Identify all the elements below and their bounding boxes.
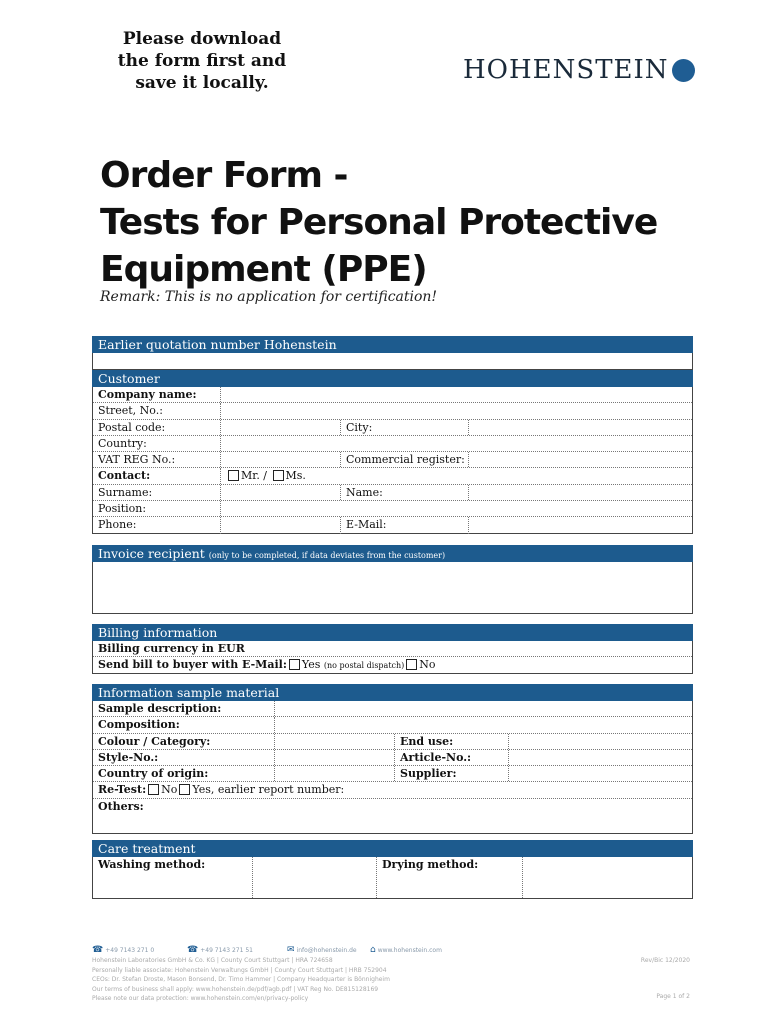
no-checkbox[interactable] <box>406 659 417 670</box>
yes-note: (no postal dispatch) <box>323 661 405 671</box>
table-row <box>93 766 692 782</box>
section-header-billing <box>92 624 693 641</box>
table-row <box>93 501 692 517</box>
footer-line: Our terms of business shall apply: www.hohenstein.de/pdf/agb.pdf | VAT Reg No. DE815128169 <box>92 985 379 993</box>
table-row <box>93 436 692 452</box>
footer-email[interactable] <box>287 946 370 956</box>
footer-web[interactable] <box>370 946 442 956</box>
section-title: Customer <box>98 371 160 386</box>
origin-label: Country of origin: <box>93 766 275 781</box>
section-header-sample <box>92 684 693 701</box>
phone-icon: ☎ <box>92 945 104 956</box>
company-label: Company name: <box>93 387 221 402</box>
revision-number: Rev/Bic 12/2020 <box>640 957 690 964</box>
title-line: Tests for Personal Protective <box>100 202 658 243</box>
country-label: Country: <box>93 436 221 451</box>
home-icon: ⌂ <box>370 945 376 956</box>
section-header-quotation <box>92 336 693 353</box>
end-use-label: End use: <box>395 734 509 749</box>
mail-icon: ✉ <box>287 945 295 956</box>
colour-field[interactable] <box>275 734 395 749</box>
contact-label: Contact: <box>93 468 221 483</box>
care-table <box>92 857 693 899</box>
supplier-field[interactable] <box>509 766 692 781</box>
retest-yes-label: Yes, earlier report number: <box>192 783 345 797</box>
footer-phone <box>92 946 187 956</box>
table-row <box>93 485 692 501</box>
sample-table <box>92 701 693 834</box>
footer-web-text: www.hohenstein.com <box>377 947 442 955</box>
footer-contacts <box>92 946 693 956</box>
city-field[interactable] <box>469 420 692 435</box>
section-title: Billing information <box>98 625 218 640</box>
commercial-register-label: Commercial register: <box>341 452 469 467</box>
postal-label: Postal code: <box>93 420 221 435</box>
yes-checkbox[interactable] <box>289 659 300 670</box>
page-number: Page 1 of 2 <box>656 993 690 1000</box>
table-row <box>93 717 692 733</box>
send-bill-label: Send bill to buyer with E-Mail: <box>98 658 287 672</box>
section-title: Care treatment <box>98 841 196 856</box>
others-field[interactable] <box>93 799 692 833</box>
others-label: Others: <box>98 799 144 813</box>
style-field[interactable] <box>275 750 395 765</box>
download-note-line: save it locally. <box>135 73 269 93</box>
table-row <box>93 468 692 484</box>
footer-email-text: info@hohenstein.de <box>296 947 357 955</box>
footer-line: CEOs: Dr. Stefan Droste, Mason Bonsend, Dr. Timo Hammer | Company Headquarter is Bönnigheim <box>92 976 390 983</box>
table-row <box>93 641 692 657</box>
fax-icon: ☎ <box>187 945 199 956</box>
origin-field[interactable] <box>275 766 395 781</box>
title-line: Equipment (PPE) <box>100 249 427 290</box>
vat-field[interactable] <box>221 452 341 467</box>
drying-label: Drying method: <box>377 857 523 898</box>
table-row <box>93 517 692 533</box>
invoice-recipient-field[interactable] <box>92 562 693 614</box>
section-header-invoice <box>92 545 693 562</box>
retest-label: Re-Test: <box>98 783 147 797</box>
email-label: E-Mail: <box>341 517 469 533</box>
logo-text: HOHENSTEIN <box>463 55 669 85</box>
hohenstein-logo <box>463 55 695 85</box>
billing-currency: Billing currency in EUR <box>98 642 245 655</box>
name-label: Name: <box>341 485 469 500</box>
table-row <box>93 452 692 468</box>
contact-salutation <box>221 468 692 483</box>
colour-label: Colour / Category: <box>93 734 275 749</box>
customer-table <box>92 387 693 534</box>
table-row <box>93 799 692 833</box>
footer-fax-text: +49 7143 271 51 <box>200 947 253 955</box>
download-note-line: the form first and <box>117 51 287 71</box>
download-note-line: Please download <box>122 29 282 49</box>
washing-field[interactable] <box>253 857 377 898</box>
table-row <box>93 857 692 898</box>
footer-line: Hohenstein Laboratories GmbH & Co. KG | County Court Stuttgart | HRA 724658 <box>92 957 333 964</box>
country-field[interactable] <box>221 436 692 451</box>
table-row <box>93 750 692 766</box>
mr-checkbox[interactable] <box>228 470 239 481</box>
footer <box>92 946 693 1004</box>
table-row <box>93 420 692 436</box>
postal-field[interactable] <box>221 420 341 435</box>
article-field[interactable] <box>509 750 692 765</box>
section-title: Invoice recipient <box>98 546 205 561</box>
sample-description-field[interactable] <box>275 701 692 716</box>
table-row <box>93 734 692 750</box>
commercial-register-field[interactable] <box>469 452 692 467</box>
send-bill-row <box>93 657 692 673</box>
remark: Remark: This is no application for certification! <box>100 289 438 305</box>
phone-label: Phone: <box>93 517 221 533</box>
section-subtitle: (only to be completed, if data deviates from the customer) <box>208 551 446 560</box>
yes-label: Yes <box>301 658 321 672</box>
supplier-label: Supplier: <box>395 766 509 781</box>
article-label: Article-No.: <box>395 750 509 765</box>
no-label: No <box>419 658 436 672</box>
logo-dot-icon <box>672 59 695 82</box>
ms-checkbox[interactable] <box>273 470 284 481</box>
section-title: Earlier quotation number Hohenstein <box>98 337 337 352</box>
quotation-number-field[interactable] <box>92 353 693 370</box>
company-field[interactable] <box>221 387 692 402</box>
position-field[interactable] <box>221 501 692 516</box>
ms-label: Ms. <box>285 469 306 483</box>
billing-table <box>92 641 693 674</box>
washing-label: Washing method: <box>93 857 253 898</box>
sample-description-label: Sample description: <box>93 701 275 716</box>
retest-yes-checkbox[interactable] <box>179 784 190 795</box>
retest-no-checkbox[interactable] <box>148 784 159 795</box>
table-row <box>93 387 692 403</box>
section-header-care <box>92 840 693 857</box>
end-use-field[interactable] <box>509 734 692 749</box>
surname-field[interactable] <box>221 485 341 500</box>
table-row <box>93 782 692 798</box>
footer-fax <box>187 946 287 956</box>
footer-phone-text: +49 7143 271 0 <box>105 947 155 955</box>
street-label: Street, No.: <box>93 403 221 418</box>
street-field[interactable] <box>221 403 692 418</box>
email-field[interactable] <box>469 517 692 533</box>
table-row <box>93 403 692 419</box>
download-note <box>112 28 292 94</box>
footer-line: Please note our data protection: www.hohenstein.com/en/privacy-policy <box>92 995 309 1002</box>
composition-label: Composition: <box>93 717 275 732</box>
mr-label: Mr. / <box>241 469 268 483</box>
page-title <box>100 152 700 293</box>
position-label: Position: <box>93 501 221 516</box>
title-line: Order Form - <box>100 155 348 196</box>
composition-field[interactable] <box>275 717 692 732</box>
retest-row <box>93 782 692 797</box>
surname-label: Surname: <box>93 485 221 500</box>
style-label: Style-No.: <box>93 750 275 765</box>
phone-field[interactable] <box>221 517 341 533</box>
section-title: Information sample material <box>98 685 280 700</box>
vat-label: VAT REG No.: <box>93 452 221 467</box>
section-header-customer <box>92 370 693 387</box>
retest-no-label: No <box>161 783 178 797</box>
table-row <box>93 701 692 717</box>
name-field[interactable] <box>469 485 692 500</box>
city-label: City: <box>341 420 469 435</box>
table-row <box>93 657 692 673</box>
drying-field[interactable] <box>523 857 692 898</box>
footer-line: Personally liable associate: Hohenstein Verwaltungs GmbH | County Court Stuttgart | HRB 752904 <box>92 966 387 974</box>
